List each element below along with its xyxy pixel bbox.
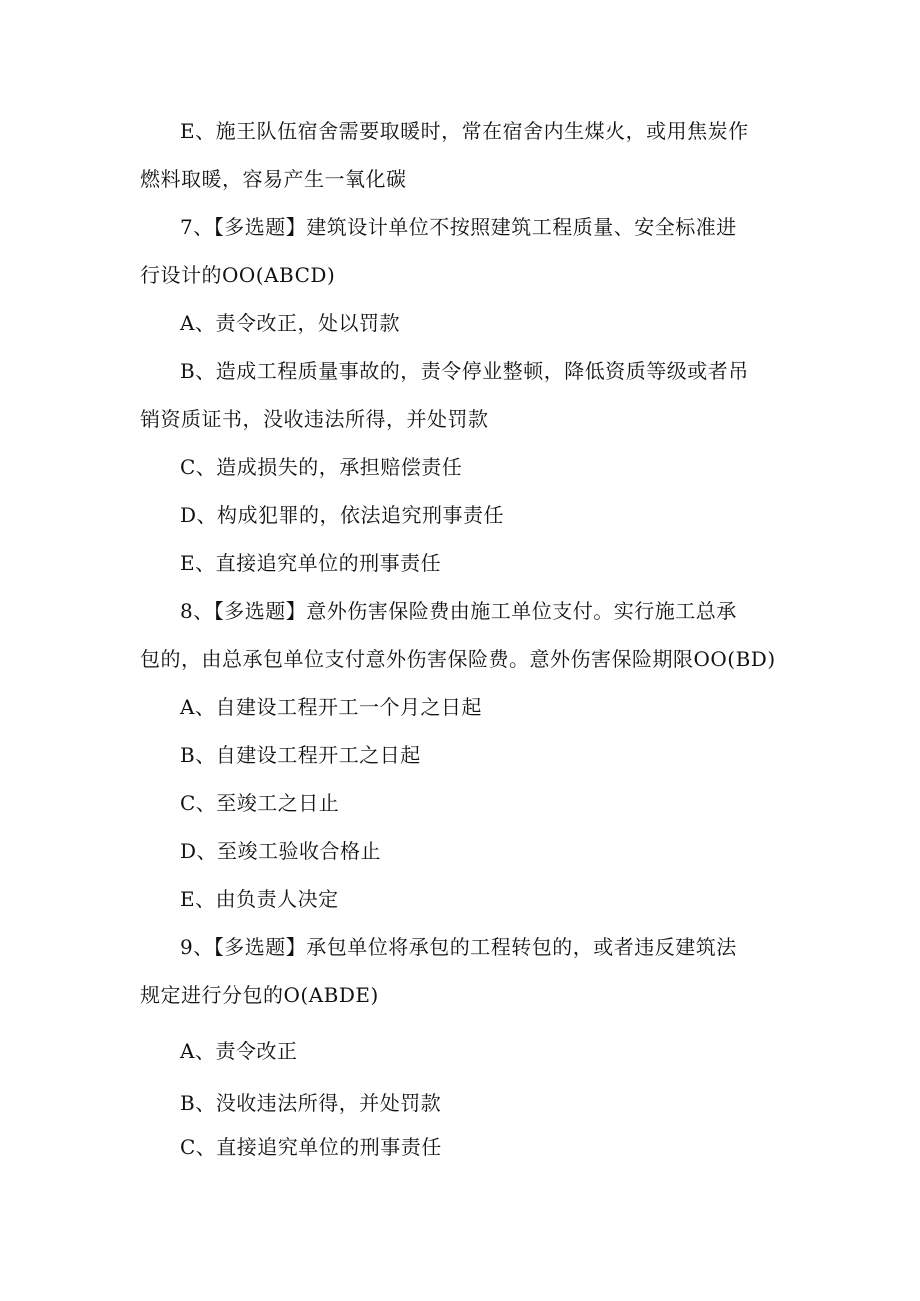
question-7-option-b-line-2: 销资质证书，没收违法所得，并处罚款 bbox=[140, 407, 489, 431]
question-8-option-c: C、至竣工之日止 bbox=[180, 791, 340, 815]
question-8-option-a: A、自建设工程开工一个月之日起 bbox=[180, 695, 482, 719]
option-e-line-1: E、施王队伍宿舍需要取暖时，常在宿舍内生煤火，或用焦炭作 bbox=[180, 119, 749, 143]
question-7-option-e: E、直接追究单位的刑事责任 bbox=[180, 551, 442, 575]
question-8-line-1: 8、【多选题】意外伤害保险费由施工单位支付。实行施工总承 bbox=[180, 599, 737, 623]
question-8-line-2: 包的，由总承包单位支付意外伤害保险费。意外伤害保险期限OO(BD) bbox=[140, 647, 776, 671]
question-7-option-d: D、构成犯罪的，依法追究刑事责任 bbox=[180, 503, 505, 527]
question-8-option-d: D、至竣工验收合格止 bbox=[180, 839, 382, 863]
question-9-option-a: A、责令改正 bbox=[180, 1039, 298, 1063]
question-9-option-c: C、直接追究单位的刑事责任 bbox=[180, 1135, 442, 1159]
question-9-line-2: 规定进行分包的O(ABDE) bbox=[140, 983, 379, 1007]
question-8-option-e: E、由负责人决定 bbox=[180, 887, 339, 911]
question-7-option-a: A、责令改正，处以罚款 bbox=[180, 311, 400, 335]
question-8-option-b: B、自建设工程开工之日起 bbox=[180, 743, 421, 767]
question-7-option-c: C、造成损失的，承担赔偿责任 bbox=[180, 455, 463, 479]
question-9-line-1: 9、【多选题】承包单位将承包的工程转包的，或者违反建筑法 bbox=[180, 935, 737, 959]
question-7-line-1: 7、【多选题】建筑设计单位不按照建筑工程质量、安全标准进 bbox=[180, 215, 737, 239]
question-9-option-b: B、没收违法所得，并处罚款 bbox=[180, 1091, 442, 1115]
question-7-line-2: 行设计的OO(ABCD) bbox=[140, 263, 336, 287]
option-e-line-2: 燃料取暖，容易产生一氧化碳 bbox=[140, 167, 407, 191]
question-7-option-b-line-1: B、造成工程质量事故的，责令停业整顿，降低资质等级或者吊 bbox=[180, 359, 749, 383]
